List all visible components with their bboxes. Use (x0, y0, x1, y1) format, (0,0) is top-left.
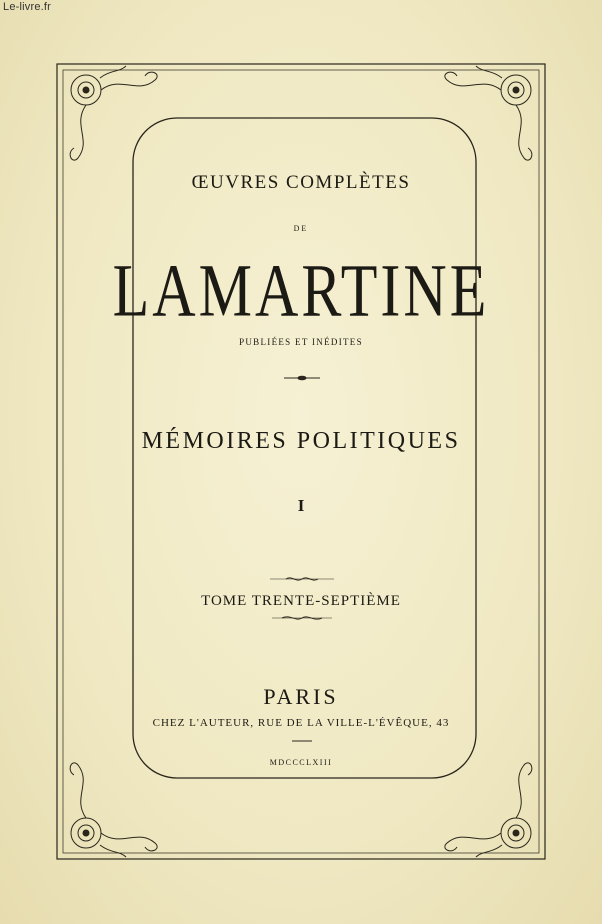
series-title: ŒUVRES COMPLÈTES (191, 172, 411, 193)
watermark: Le-livre.fr (3, 1, 52, 13)
volume-number: I (297, 496, 305, 515)
ornamental-rule-2 (270, 578, 334, 580)
corner-ornament-top-left (70, 66, 157, 160)
corner-ornament-bottom-right (445, 763, 532, 857)
corner-ornament-bottom-left (70, 763, 157, 857)
publication-year: MDCCCLXIII (269, 758, 333, 767)
ornamental-rule-3 (272, 617, 332, 619)
preposition: DE (293, 224, 309, 233)
tome-label: TOME TRENTE-SEPTIÈME (201, 593, 401, 609)
city: PARIS (263, 684, 339, 709)
corner-ornament-top-right (445, 66, 532, 160)
work-title: MÉMOIRES POLITIQUES (141, 428, 461, 454)
subtitle: PUBLIÉES ET INÉDITES (239, 337, 363, 347)
author-name: LAMARTINE (112, 249, 490, 332)
ornamental-rule-1 (284, 376, 320, 380)
publisher-address: CHEZ L'AUTEUR, RUE DE LA VILLE-L'ÉVÊQUE, 43 (152, 717, 450, 729)
